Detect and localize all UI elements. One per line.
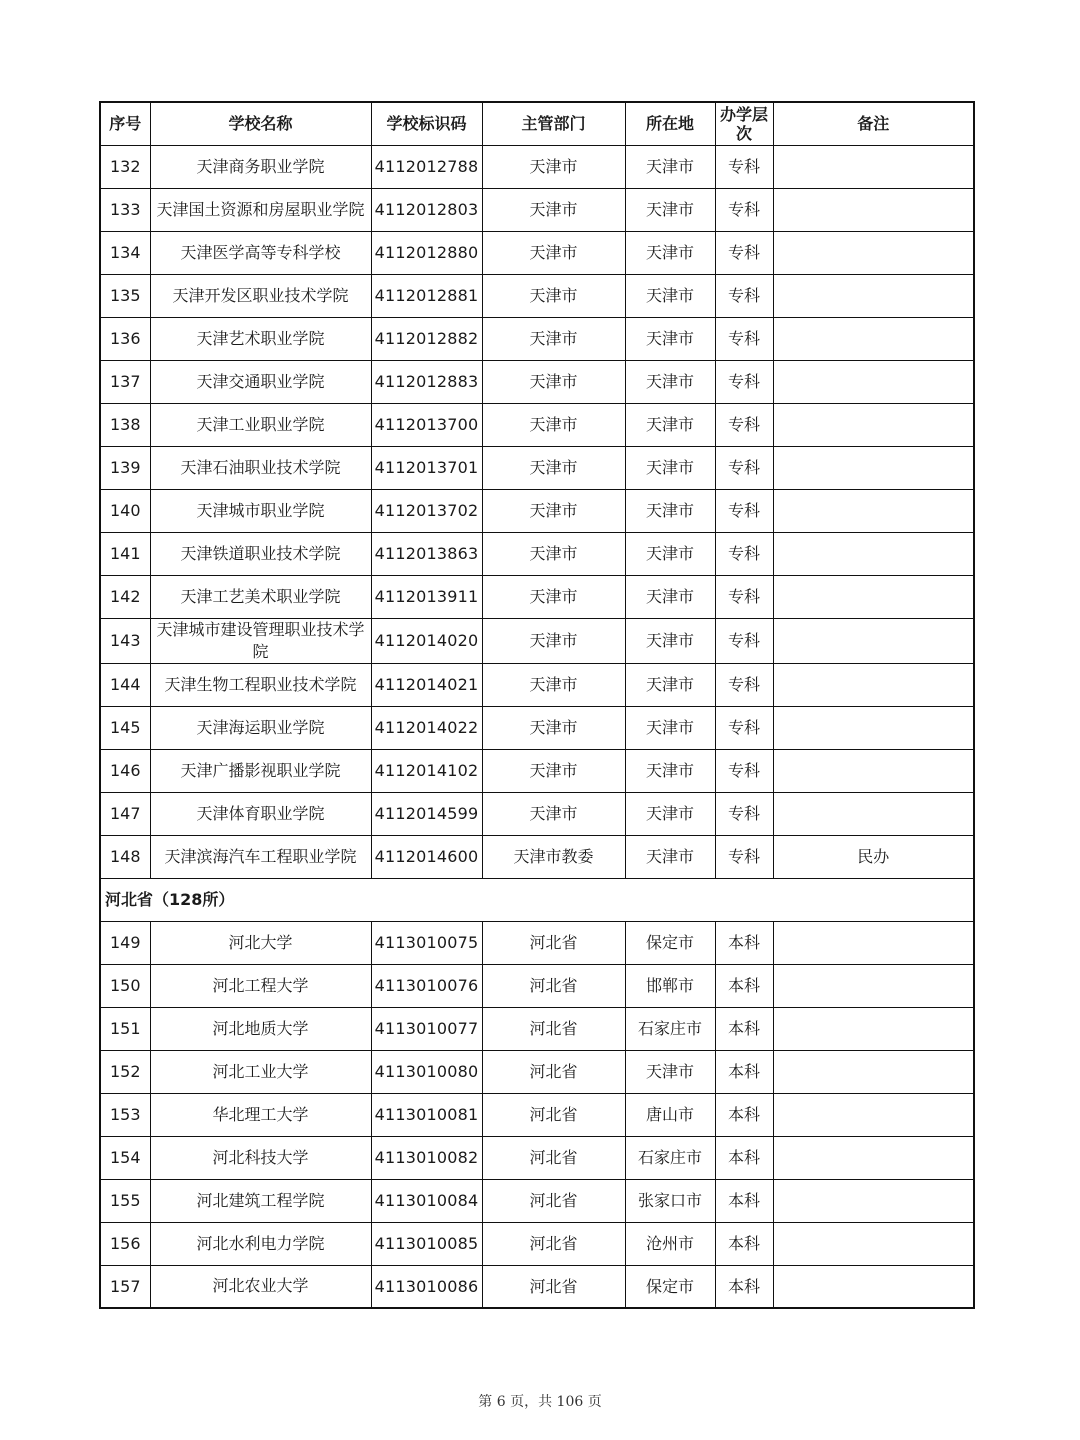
cell-school-name: 天津滨海汽车工程职业学院 <box>150 835 371 878</box>
cell-level: 本科 <box>715 1179 773 1222</box>
cell-school-name: 天津海运职业学院 <box>150 706 371 749</box>
cell-location: 天津市 <box>625 231 715 274</box>
cell-level: 专科 <box>715 188 773 231</box>
header-loc: 所在地 <box>625 102 715 145</box>
cell-level: 专科 <box>715 618 773 663</box>
cell-note <box>773 145 974 188</box>
table-row <box>100 446 974 489</box>
cell-school-code: 4112012883 <box>371 360 482 403</box>
cell-seq: 148 <box>100 835 150 878</box>
cell-location: 天津市 <box>625 835 715 878</box>
table-row <box>100 188 974 231</box>
cell-location: 天津市 <box>625 145 715 188</box>
cell-school-name: 天津工业职业学院 <box>150 403 371 446</box>
header-level: 办学层次 <box>715 102 773 145</box>
cell-department: 河北省 <box>482 1136 625 1179</box>
cell-department: 河北省 <box>482 964 625 1007</box>
table-row <box>100 1093 974 1136</box>
cell-note <box>773 706 974 749</box>
cell-department: 河北省 <box>482 1050 625 1093</box>
table-row <box>100 749 974 792</box>
cell-seq: 152 <box>100 1050 150 1093</box>
cell-department: 河北省 <box>482 1093 625 1136</box>
cell-level: 专科 <box>715 835 773 878</box>
cell-location: 天津市 <box>625 188 715 231</box>
cell-location: 天津市 <box>625 360 715 403</box>
cell-level: 专科 <box>715 749 773 792</box>
cell-seq: 157 <box>100 1265 150 1308</box>
cell-seq: 153 <box>100 1093 150 1136</box>
cell-note <box>773 575 974 618</box>
cell-level: 本科 <box>715 1136 773 1179</box>
cell-school-code: 4112014599 <box>371 792 482 835</box>
cell-school-name: 天津医学高等专科学校 <box>150 231 371 274</box>
cell-note <box>773 532 974 575</box>
cell-school-name: 河北工程大学 <box>150 964 371 1007</box>
table-row <box>100 835 974 878</box>
cell-level: 专科 <box>715 575 773 618</box>
cell-school-name: 天津铁道职业技术学院 <box>150 532 371 575</box>
cell-level: 专科 <box>715 403 773 446</box>
table-row <box>100 618 974 663</box>
cell-location: 天津市 <box>625 618 715 663</box>
cell-department: 天津市 <box>482 489 625 532</box>
cell-level: 专科 <box>715 532 773 575</box>
cell-department: 天津市 <box>482 403 625 446</box>
cell-note <box>773 1093 974 1136</box>
cell-school-code: 4113010081 <box>371 1093 482 1136</box>
cell-school-code: 4112014020 <box>371 618 482 663</box>
cell-location: 石家庄市 <box>625 1007 715 1050</box>
cell-department: 天津市 <box>482 188 625 231</box>
cell-location: 天津市 <box>625 792 715 835</box>
cell-school-name: 天津城市建设管理职业技术学院 <box>150 618 371 663</box>
cell-department: 河北省 <box>482 921 625 964</box>
table-row <box>100 532 974 575</box>
page-footer: 第 6 页，共 106 页 <box>478 1394 602 1410</box>
cell-department: 天津市 <box>482 532 625 575</box>
cell-school-name: 天津国土资源和房屋职业学院 <box>150 188 371 231</box>
tianjin-rows <box>100 145 974 878</box>
cell-school-name: 天津城市职业学院 <box>150 489 371 532</box>
cell-department: 天津市 <box>482 618 625 663</box>
cell-seq: 140 <box>100 489 150 532</box>
cell-seq: 144 <box>100 663 150 706</box>
cell-school-name: 河北地质大学 <box>150 1007 371 1050</box>
cell-department: 天津市 <box>482 706 625 749</box>
cell-level: 本科 <box>715 1007 773 1050</box>
cell-seq: 147 <box>100 792 150 835</box>
table-row <box>100 1050 974 1093</box>
cell-department: 天津市 <box>482 749 625 792</box>
cell-school-code: 4112013911 <box>371 575 482 618</box>
cell-school-code: 4113010085 <box>371 1222 482 1265</box>
cell-school-code: 4112012881 <box>371 274 482 317</box>
cell-level: 专科 <box>715 145 773 188</box>
cell-note <box>773 1050 974 1093</box>
cell-school-code: 4113010076 <box>371 964 482 1007</box>
cell-seq: 141 <box>100 532 150 575</box>
cell-school-name: 天津开发区职业技术学院 <box>150 274 371 317</box>
cell-seq: 139 <box>100 446 150 489</box>
cell-school-code: 4112014102 <box>371 749 482 792</box>
cell-school-name: 天津广播影视职业学院 <box>150 749 371 792</box>
cell-location: 天津市 <box>625 575 715 618</box>
cell-location: 邯郸市 <box>625 964 715 1007</box>
hebei-rows <box>100 921 974 1308</box>
cell-department: 天津市 <box>482 360 625 403</box>
cell-school-code: 4112013863 <box>371 532 482 575</box>
cell-school-name: 天津石油职业技术学院 <box>150 446 371 489</box>
cell-note <box>773 792 974 835</box>
cell-school-name: 河北农业大学 <box>150 1265 371 1308</box>
cell-department: 天津市 <box>482 446 625 489</box>
cell-seq: 134 <box>100 231 150 274</box>
cell-level: 本科 <box>715 1050 773 1093</box>
cell-seq: 135 <box>100 274 150 317</box>
header-code: 学校标识码 <box>371 102 482 145</box>
cell-school-code: 4112013701 <box>371 446 482 489</box>
cell-level: 专科 <box>715 489 773 532</box>
cell-level: 专科 <box>715 274 773 317</box>
cell-level: 本科 <box>715 964 773 1007</box>
cell-note <box>773 749 974 792</box>
cell-school-name: 河北大学 <box>150 921 371 964</box>
cell-school-code: 4112012788 <box>371 145 482 188</box>
cell-department: 天津市 <box>482 274 625 317</box>
cell-seq: 156 <box>100 1222 150 1265</box>
cell-level: 专科 <box>715 317 773 360</box>
cell-note <box>773 446 974 489</box>
cell-school-name: 天津商务职业学院 <box>150 145 371 188</box>
cell-seq: 142 <box>100 575 150 618</box>
cell-department: 天津市 <box>482 792 625 835</box>
cell-location: 天津市 <box>625 403 715 446</box>
cell-location: 天津市 <box>625 532 715 575</box>
cell-location: 沧州市 <box>625 1222 715 1265</box>
cell-location: 唐山市 <box>625 1093 715 1136</box>
cell-department: 天津市 <box>482 575 625 618</box>
cell-school-code: 4113010082 <box>371 1136 482 1179</box>
cell-school-code: 4112014021 <box>371 663 482 706</box>
cell-department: 河北省 <box>482 1265 625 1308</box>
cell-level: 专科 <box>715 360 773 403</box>
cell-department: 天津市教委 <box>482 835 625 878</box>
school-list-table <box>99 101 975 1309</box>
cell-seq: 136 <box>100 317 150 360</box>
cell-seq: 151 <box>100 1007 150 1050</box>
cell-school-name: 天津工艺美术职业学院 <box>150 575 371 618</box>
cell-note <box>773 231 974 274</box>
table-row <box>100 1222 974 1265</box>
cell-department: 河北省 <box>482 1222 625 1265</box>
cell-note <box>773 489 974 532</box>
cell-seq: 150 <box>100 964 150 1007</box>
cell-location: 天津市 <box>625 706 715 749</box>
header-note: 备注 <box>773 102 974 145</box>
cell-department: 天津市 <box>482 663 625 706</box>
cell-location: 天津市 <box>625 663 715 706</box>
cell-location: 保定市 <box>625 921 715 964</box>
cell-note <box>773 1136 974 1179</box>
cell-location: 天津市 <box>625 489 715 532</box>
table-row <box>100 317 974 360</box>
cell-school-name: 天津交通职业学院 <box>150 360 371 403</box>
table-row <box>100 1136 974 1179</box>
cell-location: 保定市 <box>625 1265 715 1308</box>
cell-note <box>773 1222 974 1265</box>
header-dept: 主管部门 <box>482 102 625 145</box>
cell-school-name: 华北理工大学 <box>150 1093 371 1136</box>
cell-school-code: 4113010086 <box>371 1265 482 1308</box>
table-row <box>100 231 974 274</box>
cell-level: 本科 <box>715 1222 773 1265</box>
cell-level: 专科 <box>715 792 773 835</box>
cell-location: 天津市 <box>625 274 715 317</box>
cell-location: 天津市 <box>625 317 715 360</box>
hebei-section <box>100 878 974 921</box>
cell-school-code: 4112012880 <box>371 231 482 274</box>
cell-school-code: 4112014022 <box>371 706 482 749</box>
cell-seq: 138 <box>100 403 150 446</box>
table-row <box>100 360 974 403</box>
cell-seq: 155 <box>100 1179 150 1222</box>
cell-seq: 137 <box>100 360 150 403</box>
section-row <box>100 878 974 921</box>
cell-note <box>773 188 974 231</box>
cell-level: 本科 <box>715 1093 773 1136</box>
cell-level: 专科 <box>715 231 773 274</box>
cell-department: 天津市 <box>482 317 625 360</box>
cell-school-code: 4112012882 <box>371 317 482 360</box>
cell-note <box>773 360 974 403</box>
cell-school-code: 4112014600 <box>371 835 482 878</box>
cell-school-name: 天津体育职业学院 <box>150 792 371 835</box>
header-name: 学校名称 <box>150 102 371 145</box>
cell-department: 天津市 <box>482 231 625 274</box>
cell-school-code: 4113010080 <box>371 1050 482 1093</box>
cell-school-code: 4113010084 <box>371 1179 482 1222</box>
cell-seq: 133 <box>100 188 150 231</box>
header-seq: 序号 <box>100 102 150 145</box>
table-row <box>100 921 974 964</box>
table-header-row <box>100 102 974 145</box>
table-row <box>100 403 974 446</box>
table-row <box>100 706 974 749</box>
table-row <box>100 663 974 706</box>
cell-school-name: 河北水利电力学院 <box>150 1222 371 1265</box>
cell-note <box>773 403 974 446</box>
cell-level: 本科 <box>715 921 773 964</box>
cell-seq: 149 <box>100 921 150 964</box>
table-row <box>100 964 974 1007</box>
cell-school-code: 4113010075 <box>371 921 482 964</box>
cell-school-name: 天津生物工程职业技术学院 <box>150 663 371 706</box>
cell-school-code: 4113010077 <box>371 1007 482 1050</box>
cell-school-name: 天津艺术职业学院 <box>150 317 371 360</box>
table-row <box>100 1265 974 1308</box>
cell-school-code: 4112013700 <box>371 403 482 446</box>
cell-school-name: 河北建筑工程学院 <box>150 1179 371 1222</box>
cell-school-code: 4112012803 <box>371 188 482 231</box>
cell-seq: 145 <box>100 706 150 749</box>
cell-note: 民办 <box>773 835 974 878</box>
cell-note <box>773 663 974 706</box>
cell-seq: 143 <box>100 618 150 663</box>
cell-note <box>773 1179 974 1222</box>
cell-location: 张家口市 <box>625 1179 715 1222</box>
cell-level: 本科 <box>715 1265 773 1308</box>
cell-school-name: 河北工业大学 <box>150 1050 371 1093</box>
table-row <box>100 1007 974 1050</box>
cell-note <box>773 1265 974 1308</box>
cell-school-code: 4112013702 <box>371 489 482 532</box>
cell-school-name: 河北科技大学 <box>150 1136 371 1179</box>
cell-location: 石家庄市 <box>625 1136 715 1179</box>
cell-note <box>773 1007 974 1050</box>
cell-location: 天津市 <box>625 446 715 489</box>
cell-level: 专科 <box>715 663 773 706</box>
cell-note <box>773 921 974 964</box>
table-row <box>100 1179 974 1222</box>
cell-seq: 132 <box>100 145 150 188</box>
table-row <box>100 575 974 618</box>
table-row <box>100 145 974 188</box>
cell-location: 天津市 <box>625 1050 715 1093</box>
table-row <box>100 792 974 835</box>
cell-note <box>773 274 974 317</box>
table-row <box>100 274 974 317</box>
section-title: 河北省（128所） <box>100 878 974 921</box>
table-row <box>100 489 974 532</box>
cell-note <box>773 618 974 663</box>
cell-location: 天津市 <box>625 749 715 792</box>
cell-note <box>773 964 974 1007</box>
cell-department: 河北省 <box>482 1179 625 1222</box>
cell-level: 专科 <box>715 706 773 749</box>
cell-note <box>773 317 974 360</box>
cell-department: 河北省 <box>482 1007 625 1050</box>
cell-seq: 154 <box>100 1136 150 1179</box>
cell-seq: 146 <box>100 749 150 792</box>
cell-department: 天津市 <box>482 145 625 188</box>
cell-level: 专科 <box>715 446 773 489</box>
